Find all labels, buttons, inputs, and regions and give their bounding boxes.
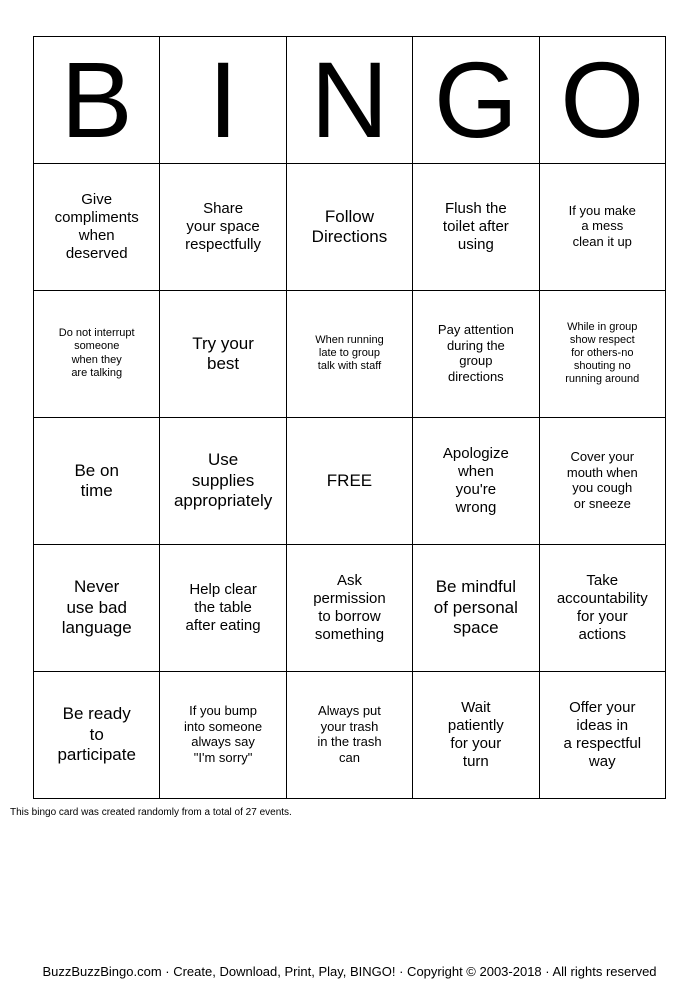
header-letter-g: G [413, 37, 539, 164]
header-letter-b: B [34, 37, 160, 164]
bingo-cell [34, 164, 160, 291]
cell-text: Be mindful of personal space [433, 577, 518, 638]
bingo-cell [413, 545, 539, 672]
cell-text: Never use bad language [61, 577, 132, 638]
bingo-header-row [34, 37, 666, 164]
cell-text: Wait patiently for your turn [447, 698, 504, 770]
bingo-row-1 [34, 164, 666, 291]
header-letter-i: I [160, 37, 286, 164]
bingo-cell [160, 418, 286, 545]
bingo-cell [413, 418, 539, 545]
cell-text: If you bump into someone always say "I'm sorry" [184, 703, 263, 765]
cell-text: Share your space respectfully [185, 199, 262, 253]
cell-text: Try your best [192, 333, 254, 373]
cell-text: If you make a mess clean it up [568, 202, 636, 249]
bingo-row-2 [34, 291, 666, 418]
bingo-cell [34, 545, 160, 672]
bingo-card [33, 36, 666, 799]
cell-text: Give compliments when deserved [54, 190, 139, 262]
header-letter-o: O [539, 37, 665, 164]
cell-text: While in group show respect for others-no shouting no running around [565, 320, 640, 386]
cell-text: Offer your ideas in a respectful way [563, 698, 642, 770]
bingo-cell [34, 672, 160, 799]
bingo-cell [286, 164, 412, 291]
card-generation-note: This bingo card was created randomly from a total of 27 events. [10, 807, 292, 818]
bingo-cell [413, 672, 539, 799]
bingo-cell [34, 418, 160, 545]
bingo-cell [413, 291, 539, 418]
bingo-cell [539, 418, 665, 545]
bingo-cell [286, 291, 412, 418]
bingo-cell [539, 672, 665, 799]
bingo-row-3 [34, 418, 666, 545]
cell-text: Use supplies appropriately [173, 450, 273, 511]
cell-text: Always put your trash in the trash can [317, 703, 382, 765]
bingo-cell [539, 164, 665, 291]
header-letter-n: N [286, 37, 412, 164]
bingo-cell [413, 164, 539, 291]
cell-text: Flush the toilet after using [442, 199, 509, 253]
bingo-cell [160, 545, 286, 672]
bingo-cell [539, 291, 665, 418]
bingo-cell [286, 672, 412, 799]
page-footer: BuzzBuzzBingo.com · Create, Download, Print, Play, BINGO! · Copyright © 2003-2018 · All rights reserved [42, 964, 657, 979]
bingo-cell [160, 672, 286, 799]
bingo-cell [539, 545, 665, 672]
cell-text: When running late to group talk with staff [315, 333, 384, 373]
cell-text: Apologize when you're wrong [442, 444, 509, 516]
free-space-cell [286, 418, 412, 545]
cell-text: Follow Directions [311, 206, 388, 246]
bingo-cell [160, 164, 286, 291]
cell-text: Cover your mouth when you cough or sneeze [566, 449, 638, 511]
cell-text: Ask permission to borrow something [313, 571, 386, 643]
bingo-cell [34, 291, 160, 418]
cell-text: Be on time [74, 460, 119, 500]
cell-text: Pay attention during the group directions [437, 322, 514, 384]
bingo-row-5 [34, 672, 666, 799]
cell-text: Take accountability for your actions [556, 571, 648, 643]
bingo-row-4 [34, 545, 666, 672]
cell-text: Do not interrupt someone when they are talking [58, 327, 135, 379]
bingo-cell [160, 291, 286, 418]
free-space-text: FREE [326, 470, 373, 490]
cell-text: Help clear the table after eating [185, 580, 261, 634]
cell-text: Be ready to participate [57, 704, 136, 765]
bingo-cell [286, 545, 412, 672]
